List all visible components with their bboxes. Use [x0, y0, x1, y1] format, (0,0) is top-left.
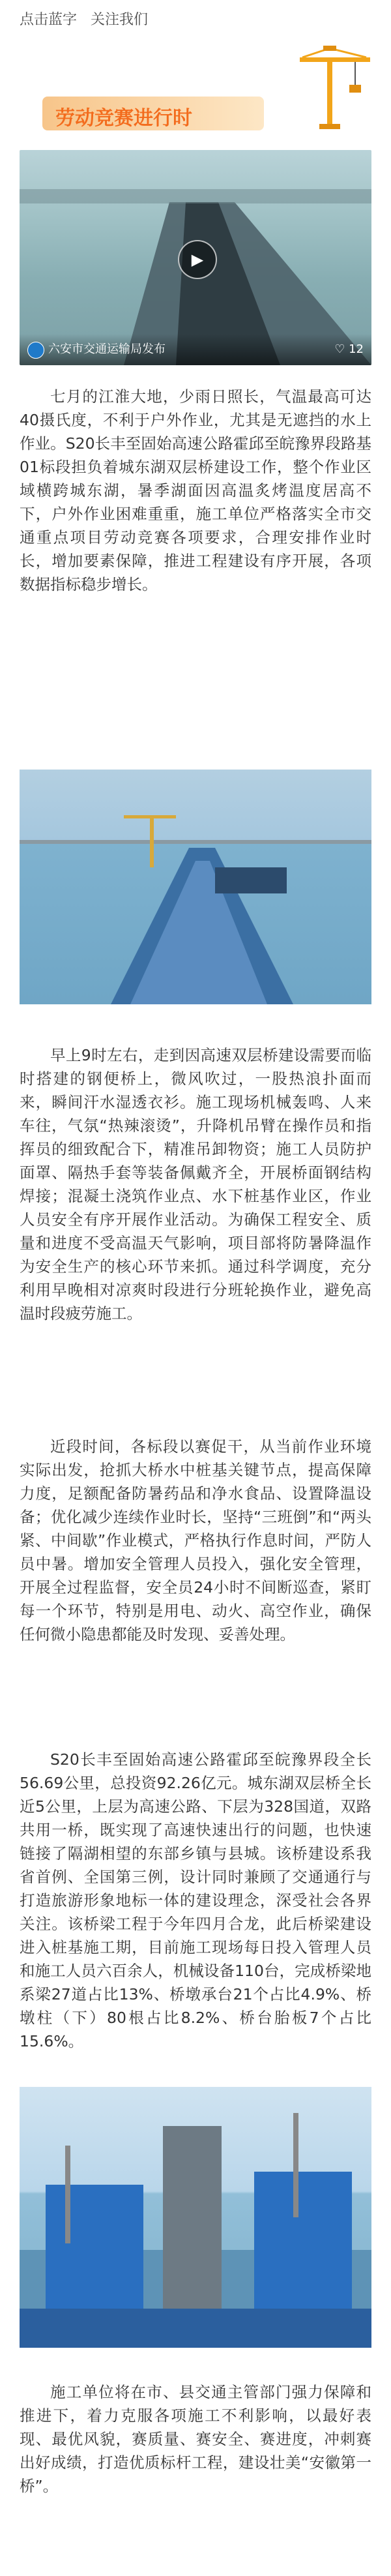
crane-icon [293, 46, 371, 130]
paragraph-5: 施工单位将在市、县交通主管部门强力保障和推进下，着力克服各项施工不利影响，以最好表现、最优风貌，赛质量、赛安全、赛进度，冲刺赛出好成绩，打造优质标杆工程，建设壮美“安徽第一桥”。 [20, 2383, 371, 2495]
video-player[interactable] [20, 150, 371, 365]
paragraph-3: 近段时间，各标段以赛促干，从当前作业环境实际出发，抢抓大桥水中桩基关键节点，提高保障力度，足额配备防暑药品和净水食品、设置降温设备；优化减少连续作业时长，坚持“三班倒”和“两头紧、中间歇”作业模式，严格执行作息时间，严防人员中暑。增加安全管理人员投入，强化安全管理，开展全过程监督，安全员24小时不间断巡查，紧盯每一个环节，特别是用电、动火、高空作业，确保任何微小隐患都能及时发现、妥善处理。 [20, 1437, 371, 1643]
paragraph-4: S20长丰至固始高速公路霍邱至皖豫界段全长56.69公里，总投资92.26亿元。城东湖双层桥全长近5公里，上层为高速公路、下层为328国道，双路共用一桥，既实现了高速快速出行的问题，也快速链接了隔湖相望的东部乡镇与县城。该桥建设系我省首例、全国第三例，设计同时兼顾了交通通行与打造旅游形象地标一体的建设理念，深受社会各界关注。该桥梁工程于今年四月合龙，此后桥梁建设进入桩基施工期，目前施工现场每日投入管理人员和施工人员六百余人，机械设备110台，完成桥梁地系梁27道占比13%、桥墩承台21个占比4.9%、桥墩柱（下）80根占比8.2%、桥台胎板7个占比15.6%。 [20, 1750, 371, 2050]
banner-pill [42, 97, 264, 130]
follow-bar[interactable] [0, 0, 391, 40]
bridge-construction-image [20, 770, 371, 1004]
banner-title: 劳动竞赛进行时 [55, 107, 192, 130]
publisher-avatar [27, 342, 44, 359]
pier-construction-image [20, 2087, 371, 2348]
click-blue-text-link[interactable]: 点击蓝字 [20, 12, 78, 28]
section-banner [20, 46, 371, 137]
video-source: 六安市交通运输局发布 [48, 342, 166, 356]
paragraph-2: 早上9时左右，走到因高速双层桥建设需要而临时搭建的钢便桥上，微风吹过，一股热浪扑面而来，瞬间汗水湿透衣衫。施工现场机械轰鸣、人来车往，气氛“热辣滚烫”，升降机吊臂在操作员和指挥员的细致配合下，精准吊卸物资；施工人员防护面罩、隔热手套等装备佩戴齐全，开展桥面钢结构焊接；混凝土浇筑作业点、水下桩基作业区，作业人员安全有序开展作业活动。为确保工程安全、质量和进度不受高温天气影响，项目部将防暑降温作为安全生产的核心环节来抓。通过科学调度，充分利用早晚相对凉爽时段进行分班轮换作业，避免高温时段疲劳施工。 [20, 1046, 371, 1323]
bridge-photo-1 [20, 770, 371, 1004]
follow-us-link[interactable]: 关注我们 [91, 12, 149, 28]
like-count: 12 [349, 342, 364, 356]
video-likes[interactable]: ♡ 12 [334, 342, 364, 356]
bridge-photo-2 [20, 2087, 371, 2348]
video-footer [20, 334, 371, 365]
paragraph-1: 七月的江淮大地，少雨日照长，气温最高可达40摄氏度，不利于户外作业，尤其是无遮挡的水上作业。S20长丰至固始高速公路霍邱至皖豫界段路基01标段担负着城东湖双层桥建设工作，整个作业区域横跨城东湖，暑季湖面因高温炙烤温度居高不下，户外作业困难重重，施工单位严格落实全市交通重点项目劳动竞赛各项要求，合理安排作业时长，增加要素保障，推进工程建设有序开展，各项数据指标稳步增长。 [20, 387, 371, 593]
play-button[interactable]: ▶ [178, 240, 217, 279]
